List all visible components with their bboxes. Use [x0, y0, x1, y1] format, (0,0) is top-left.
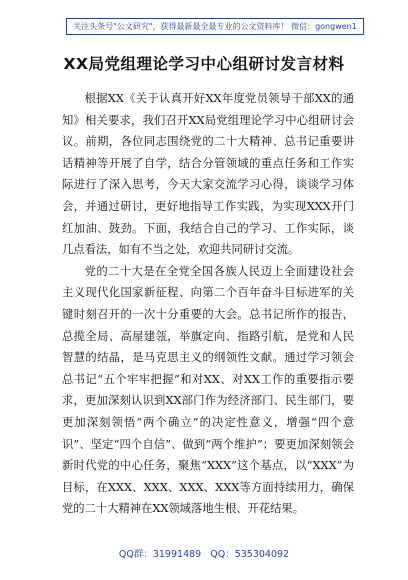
document-title: XX局党组理论学习中心组研讨发言材料	[63, 55, 345, 73]
document-body	[62, 88, 354, 520]
paragraph-2: 党的二十大是在全党全国各族人民迈上全面建设社会主义现代化国家新征程、向第二个百年奋斗目标进军的关键时刻召开的一次十分重要的大会。总书记所作的报告，总揽全局、高屋建瓴，举旗定向、指路引航，是党和人民智慧的结晶，是马克思主义的纲领性文献。通过学习领会总书记“五个牢牢把握”和对XX、对XX工作的重要指示要求，更加深刻认识到XX部门作为经济部门、民生部门，要更加深刻领悟“两个确立”的决定性意义，增强“四个意识”、坚定“四个自信”、做到“两个维护”；要更加深刻领会新时代党的中心任务，聚焦“XXX”这个基点，以“XXX”为目标，在XXX、XXX、XXX、XXX等方面持续用力，确保党的二十大精神在XX领域落地生根、开花结果。	[62, 264, 354, 516]
header-banner: 关注头条号"公文研究"，获得最新最全最专业的公文资料库！ 微信：gongwen1	[66, 18, 364, 35]
footer-contact	[0, 546, 408, 560]
paragraph-1: 根据XX《关于认真开好XX年度党员领导干部XX的通知》相关要求，我们召开XX局党组理论学习中心组研讨会议。前期，各位同志围绕党的二十大精神、总书记重要讲话精神等开展了自学，结合分管领域的重点任务和工作实际进行了深入思考，今天大家交流学习心得，谈谈学习体会，并通过研讨，更好地指导工作实践，为实现XXX开门红加油、鼓劲。下面，我结合自己的学习、工作实际，谈几点看法，如有不当之处，欢迎共同研讨交流。	[62, 92, 354, 257]
footer-qq-group: QQ群：31991489	[118, 549, 202, 560]
footer-qq: QQ：535304092	[210, 549, 290, 560]
